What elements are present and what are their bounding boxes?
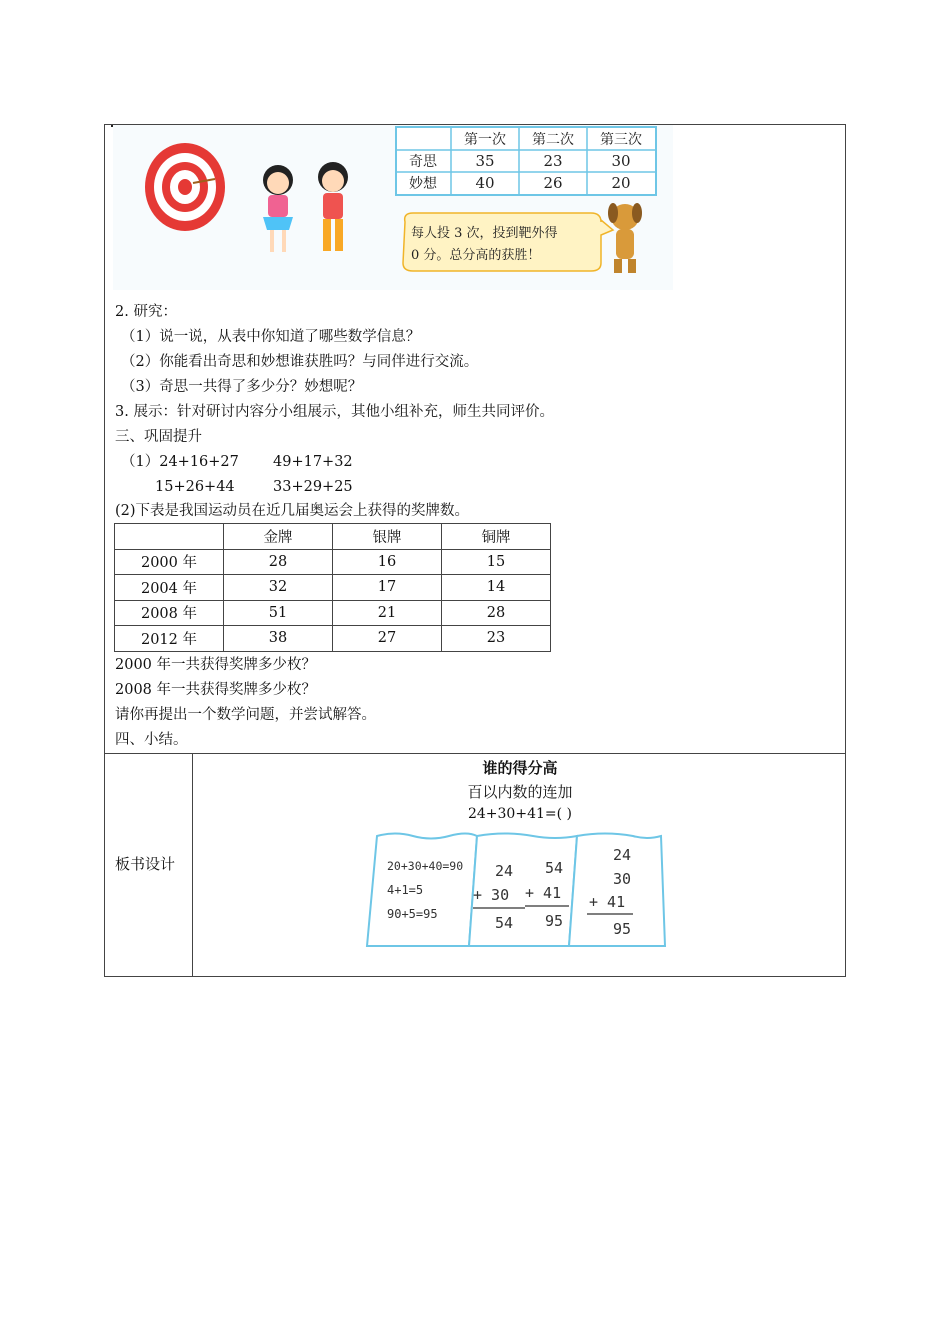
card1-line1: 20+30+40=90 — [387, 859, 464, 873]
card2-a-add: + 30 — [473, 886, 510, 904]
table-cell: 28 — [224, 549, 333, 575]
score-header-2: 第二次 — [532, 132, 574, 148]
question-3: 请你再提出一个数学问题，并尝试解答。 — [115, 707, 376, 723]
table-row — [115, 575, 551, 601]
question-2: 2008 年一共获得奖牌多少枚？ — [115, 682, 317, 698]
score-2-2: 26 — [543, 174, 563, 192]
dart-target-icon — [145, 143, 225, 231]
table-cell: 51 — [224, 600, 333, 626]
card2-b-res: 95 — [545, 912, 564, 930]
score-table — [396, 127, 656, 195]
card3-res: 95 — [613, 920, 632, 938]
board-cards-illustration — [365, 828, 695, 953]
table-cell: 28 — [442, 600, 551, 626]
table-row — [115, 524, 551, 550]
card2-a-top: 24 — [495, 862, 514, 880]
card2-b-add: + 41 — [525, 884, 562, 902]
score-2-1: 40 — [475, 174, 495, 192]
score-name-1: 奇思 — [409, 154, 437, 170]
bubble-line-1: 每人投 3 次，投到靶外得 — [411, 226, 558, 241]
problem-1d: 33+29+25 — [273, 479, 353, 495]
medal-header-gold: 金牌 — [224, 524, 333, 550]
board-equation: 24+30+41=( ) — [467, 806, 572, 822]
card1-line2: 4+1=5 — [387, 883, 424, 897]
medal-table — [114, 523, 551, 652]
table-cell: 15 — [442, 549, 551, 575]
board-subtitle: 百以内数的连加 — [467, 783, 573, 801]
show-text: 3. 展示：针对研讨内容分小组展示，其他小组补充，师生共同评价。 — [115, 404, 554, 420]
research-q2: （2）你能看出奇思和妙想谁获胜吗？与同伴进行交流。 — [121, 354, 479, 370]
score-1-1: 35 — [475, 152, 495, 170]
problem-2: (2)下表是我国运动员在近几届奥运会上获得的奖牌数。 — [115, 503, 470, 519]
speech-bubble — [403, 213, 613, 271]
problem-1a: （1）24+16+27 — [121, 454, 239, 470]
table-row — [115, 549, 551, 575]
score-header-3: 第三次 — [600, 132, 642, 148]
card2-b-top: 54 — [545, 859, 564, 877]
table-cell: 2008 年 — [115, 600, 224, 626]
problem-1c: 15+26+44 — [155, 479, 235, 495]
consolidate-heading: 三、巩固提升 — [115, 429, 202, 445]
table-cell: 32 — [224, 575, 333, 601]
medal-header-silver: 银牌 — [333, 524, 442, 550]
card1-line3: 90+5=95 — [387, 907, 438, 921]
research-q1: （1）说一说，从表中你知道了哪些数学信息？ — [121, 329, 421, 345]
table-cell: 14 — [442, 575, 551, 601]
card3-n2: 30 — [613, 870, 632, 888]
table-cell: 27 — [333, 626, 442, 652]
score-1-2: 23 — [543, 152, 563, 170]
lesson-table — [104, 124, 846, 977]
section-divider — [105, 753, 845, 754]
card3-n3: + 41 — [589, 893, 626, 911]
table-row — [115, 600, 551, 626]
bubble-line-2: 0 分。总分高的获胜！ — [411, 248, 541, 263]
research-q3: （3）奇思一共得了多少分？妙想呢？ — [121, 379, 363, 395]
medal-header-blank — [115, 524, 224, 550]
table-cell: 21 — [333, 600, 442, 626]
question-1: 2000 年一共获得奖牌多少枚？ — [115, 657, 317, 673]
research-heading: 2. 研究： — [115, 304, 177, 320]
table-cell: 2000 年 — [115, 549, 224, 575]
score-name-2: 妙想 — [409, 176, 437, 192]
score-2-3: 20 — [611, 174, 631, 192]
board-label: 板书设计 — [115, 855, 176, 873]
score-header-1: 第一次 — [464, 132, 506, 148]
card3-n1: 24 — [613, 846, 632, 864]
medal-header-bronze: 铜牌 — [442, 524, 551, 550]
summary-heading: 四、小结。 — [115, 732, 188, 748]
table-cell: 16 — [333, 549, 442, 575]
table-cell: 2012 年 — [115, 626, 224, 652]
table-cell: 23 — [442, 626, 551, 652]
card2-a-res: 54 — [495, 914, 514, 932]
board-title: 谁的得分高 — [482, 759, 558, 777]
dart-game-illustration — [113, 125, 673, 290]
table-cell: 38 — [224, 626, 333, 652]
score-1-3: 30 — [611, 152, 631, 170]
table-cell: 2004 年 — [115, 575, 224, 601]
table-cell: 17 — [333, 575, 442, 601]
problem-1b: 49+17+32 — [273, 454, 353, 470]
table-row — [115, 626, 551, 652]
